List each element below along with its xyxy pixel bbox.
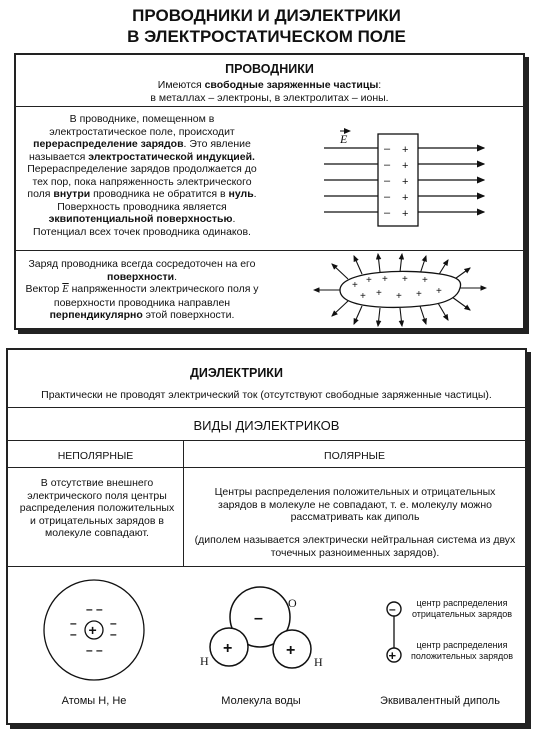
svg-text:+: +: [366, 275, 372, 286]
conductors-intro: Имеются свободные заряженные частицы: в металлах – электроны, в электролитах – ионы.: [150, 79, 389, 104]
svg-text:+: +: [422, 275, 428, 286]
water-caption: Молекула воды: [221, 695, 301, 707]
svg-text:–: –: [86, 643, 93, 657]
hydrogen-label-right: H: [314, 655, 323, 669]
divider: [8, 440, 525, 441]
svg-text:+: +: [402, 192, 409, 204]
hydrogen-label-left: H: [200, 654, 209, 668]
svg-text:+: +: [382, 274, 388, 285]
dipole-positive-label: центр распределения положительных зарядов: [410, 640, 514, 661]
svg-text:–: –: [70, 616, 77, 630]
svg-text:–: –: [384, 175, 391, 187]
polar-heading: ПОЛЯРНЫЕ: [324, 450, 385, 462]
svg-text:–: –: [70, 627, 77, 641]
divider: [8, 407, 525, 408]
nonpolar-atom-diagram: [42, 578, 146, 682]
svg-text:+: +: [402, 160, 409, 172]
divider: [8, 566, 525, 567]
atom-caption: Атомы H, He: [61, 695, 127, 707]
dielectrics-heading: ДИЭЛЕКТРИКИ: [190, 366, 283, 380]
svg-text:–: –: [86, 602, 93, 616]
nonpolar-heading: НЕПОЛЯРНЫЕ: [57, 450, 134, 462]
svg-text:+: +: [396, 291, 402, 302]
svg-text:–: –: [384, 191, 391, 203]
divider: [16, 106, 523, 107]
equivalent-dipole-diagram: [384, 600, 404, 664]
svg-text:–: –: [389, 602, 396, 616]
svg-text:–: –: [384, 143, 391, 155]
svg-text:–: –: [110, 616, 117, 630]
water-molecule-diagram: [196, 583, 334, 675]
svg-text:–: –: [96, 602, 103, 616]
conductors-paragraph-induction: В проводнике, помещенном в электростатическое поле, происходит перераспределение зарядов. Это явление называется электростатической индукцией. Перераспределение зарядов продолжается до тех пор, пока напряженность электрического поля внутри проводника не обратится в нуль. Поверхность проводника является эквипотенциальной поверхностью. Потенциал всех точек проводника одинаков.: [27, 113, 257, 238]
oxygen-label: O: [288, 596, 297, 610]
conductor-in-field-diagram: [320, 124, 488, 234]
svg-text:–: –: [384, 159, 391, 171]
page-title-line1: ПРОВОДНИКИ И ДИЭЛЕКТРИКИ: [132, 6, 401, 25]
dielectrics-intro: Практически не проводят электрический ток (отсутствуют свободные заряженные частицы).: [41, 389, 492, 401]
svg-text:+: +: [402, 208, 409, 220]
dipole-negative-label: центр распределения отрицательных зарядов: [412, 598, 512, 619]
conductors-heading: ПРОВОДНИКИ: [225, 62, 314, 76]
svg-text:+: +: [376, 288, 382, 299]
svg-text:+: +: [388, 648, 397, 663]
svg-text:+: +: [286, 642, 296, 659]
svg-text:+: +: [402, 144, 409, 156]
conductors-paragraph-surface: Заряд проводника всегда сосредоточен на его поверхности. Вектор $\overline{E}$ напряженности электрического поля у поверхности проводника направлен перпендикулярно этой поверхности.: [25, 258, 259, 321]
polar-description: Центры распределения положительных и отрицательных зарядов в молекуле не совпадают, т. е. молекулу можно рассматривать как диполь: [214, 486, 496, 523]
svg-text:+: +: [360, 291, 366, 302]
dipole-caption: Эквивалентный диполь: [380, 695, 500, 707]
dielectric-types-heading: ВИДЫ ДИЭЛЕКТРИКОВ: [193, 418, 340, 433]
svg-text:+: +: [436, 286, 442, 297]
polar-dipole-note: (диполем называется электрически нейтральная система из двух точечных разноименных зарядов).: [194, 534, 516, 559]
svg-text:+: +: [352, 280, 358, 291]
svg-text:–: –: [384, 207, 391, 219]
svg-text:+: +: [416, 289, 422, 300]
svg-text:+: +: [402, 274, 408, 285]
svg-text:–: –: [96, 643, 103, 657]
svg-text:+: +: [402, 176, 409, 188]
svg-text:+: +: [88, 622, 97, 638]
divider: [16, 250, 523, 251]
nonpolar-description: В отсутствие внешнего электрического поля центры распределения положительных и отрицательных зарядов в молекуле совпадают.: [19, 477, 175, 539]
svg-text:–: –: [254, 610, 263, 627]
page-title-line2: В ЭЛЕКТРОСТАТИЧЕСКОМ ПОЛЕ: [127, 27, 406, 46]
field-vector-label: E: [340, 132, 348, 146]
divider: [8, 467, 525, 468]
svg-text:+: +: [223, 640, 233, 657]
charged-conductor-diagram: [310, 252, 490, 328]
svg-text:–: –: [110, 627, 117, 641]
